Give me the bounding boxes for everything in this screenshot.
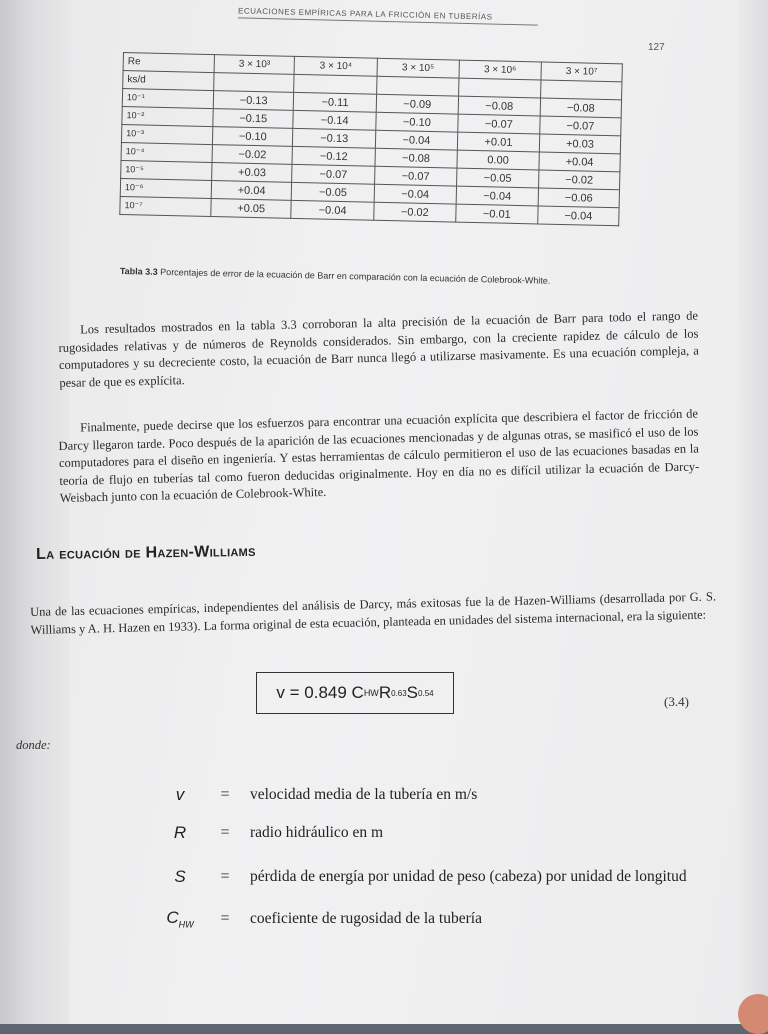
table-cell: −0.05 xyxy=(292,182,375,202)
equation-s: S xyxy=(406,683,419,702)
definition-text: radio hidráulico en m xyxy=(250,824,383,841)
table-cell: −0.13 xyxy=(293,128,376,148)
equation-r-exponent: 0.63 xyxy=(391,688,407,698)
definition-symbol xyxy=(160,867,200,887)
table-cell: +0.05 xyxy=(211,199,292,219)
paragraph-3-text: Una de las ecuaciones empíricas, independientes del análisis de Darcy, más exitosas fue la de Hazen-Williams (desarrollada por G. S. Williams y A. H. Hazen en 1933). La forma original de esta ecuación, planteada en unidades del sistema internacional, era la siguiente: xyxy=(30,589,717,637)
table-cell: −0.13 xyxy=(213,91,294,111)
table-col-header: 3 × 10³ xyxy=(214,55,295,75)
table-corner-ksd: ks/d xyxy=(123,71,214,91)
definition-symbol xyxy=(160,908,200,929)
fingertip xyxy=(738,994,768,1034)
equation-c-subscript: HW xyxy=(363,688,379,698)
table-col-header: 3 × 10⁷ xyxy=(541,62,622,82)
table-row-label: 10⁻⁶ xyxy=(120,178,211,198)
table-cell: −0.08 xyxy=(540,98,621,118)
definition-text: coeficiente de rugosidad de la tubería xyxy=(250,910,482,927)
table-cell: −0.09 xyxy=(376,94,458,114)
table-cell: −0.10 xyxy=(212,127,293,147)
table-cell: −0.08 xyxy=(375,148,457,168)
table-caption-label: Tabla 3.3 xyxy=(119,266,158,277)
table-cell: −0.06 xyxy=(538,188,619,208)
table-row-label: 10⁻⁵ xyxy=(121,160,212,180)
symbol-letter: R xyxy=(173,823,187,842)
table-cell: −0.04 xyxy=(456,186,538,206)
table-row-label: 10⁻² xyxy=(122,106,213,126)
table-cell: +0.04 xyxy=(539,152,620,172)
table-cell: −0.02 xyxy=(212,145,293,165)
equation-r: R xyxy=(378,683,392,702)
definition-equals: = xyxy=(220,824,230,841)
section-heading: La ecuación de Hazen-Williams xyxy=(36,542,256,563)
table-cell: −0.08 xyxy=(458,96,540,116)
symbol-letter: v xyxy=(175,785,185,804)
definition-s xyxy=(160,864,760,890)
symbol-subscript: HW xyxy=(178,919,194,930)
error-table-wrap xyxy=(119,52,623,226)
hazen-williams-equation xyxy=(256,672,454,714)
table-cell: −0.04 xyxy=(538,206,619,226)
definition-equals: = xyxy=(220,910,230,927)
paragraph-2-text: Finalmente, puede decirse que los esfuerzos para encontrar una ecuación explícita que describiera el factor de fricción de Darcy llegaron tarde. Poco después de la aparición de las ecuaciones mencionadas y de algunas otras, se masificó el uso de los computadores para el diseño en ingeniería. Y estas herramientas de cálculo permitieron el uso de las ecuaciones basadas en la teoría de flujo en tuberías tal como fueron deducidas originalmente. Hoy en día no es difícil utilizar la ecuación de Darcy-Weisbach junto con la ecuación de Colebrook-White. xyxy=(58,406,700,505)
table-cell: −0.07 xyxy=(458,114,540,134)
table-cell: −0.07 xyxy=(292,164,375,184)
table-cell: −0.07 xyxy=(374,166,456,186)
definition-text: pérdida de energía por unidad de peso (cabeza) por unidad de longitud xyxy=(250,868,687,885)
page-binding-shadow xyxy=(0,0,70,1024)
table-col-header: 3 × 10⁴ xyxy=(294,56,377,76)
equation-lhs: v = 0.849 C xyxy=(276,683,364,702)
table-cell: −0.04 xyxy=(375,130,457,150)
table-cell: −0.05 xyxy=(456,168,538,188)
equation-number: (3.4) xyxy=(664,694,689,709)
table-empty-cell xyxy=(294,74,377,94)
symbol-letter: C xyxy=(166,908,179,928)
page-number: 127 xyxy=(648,42,665,53)
paragraph-1-text: Los resultados mostrados en la tabla 3.3 corroboran la alta precisión de la ecuación de Barr para todo el rango de rugosidades relativas y de números de Reynolds considerados. Sin embargo, con la creciente rapidez de cálculo de los computadores y su decreciente costo, la ecuación de Barr nunca llegó a utilizarse masivamente. Es una ecuación compleja, a pesar de que es explícita. xyxy=(58,308,699,390)
table-row-label: 10⁻¹ xyxy=(122,89,213,109)
table-cell: −0.02 xyxy=(374,202,456,222)
table-cell: −0.01 xyxy=(456,204,538,224)
table-empty-cell xyxy=(214,73,295,93)
paragraph-1 xyxy=(58,307,699,392)
donde-label: donde: xyxy=(16,738,51,752)
table-cell: −0.10 xyxy=(376,112,458,132)
definition-symbol xyxy=(160,823,200,843)
table-caption xyxy=(120,266,630,289)
definition-equals: = xyxy=(220,786,230,803)
table-cell: −0.15 xyxy=(213,109,294,129)
definition-r xyxy=(160,820,760,846)
table-cell: +0.03 xyxy=(212,163,293,183)
table-cell: 0.00 xyxy=(457,150,539,170)
definition-v xyxy=(160,782,760,808)
definition-chw xyxy=(160,906,760,932)
table-empty-cell xyxy=(376,76,458,96)
definition-text: velocidad media de la tubería en m/s xyxy=(250,786,478,803)
table-caption-text: Porcentajes de error de la ecuación de Barr en comparación con la ecuación de Colebrook-White. xyxy=(160,266,551,286)
table-corner-re: Re xyxy=(123,53,214,73)
table-empty-cell xyxy=(541,80,622,100)
equation-s-exponent: 0.54 xyxy=(418,688,434,698)
error-table xyxy=(119,52,623,226)
table-col-header: 3 × 10⁵ xyxy=(377,58,459,78)
table-cell: −0.04 xyxy=(291,200,374,220)
table-cell: +0.04 xyxy=(211,181,292,201)
table-cell: −0.07 xyxy=(540,116,621,136)
table-row-label: 10⁻⁷ xyxy=(120,196,211,216)
table-cell: −0.12 xyxy=(292,146,375,166)
table-cell: +0.01 xyxy=(457,132,539,152)
definition-symbol xyxy=(160,785,200,805)
table-cell: −0.14 xyxy=(293,110,376,130)
table-col-header: 3 × 10⁶ xyxy=(459,60,541,80)
running-head: ECUACIONES EMPÍRICAS PARA LA FRICCIÓN EN TUBERÍAS xyxy=(238,6,538,25)
table-cell: +0.03 xyxy=(539,134,620,154)
table-cell: −0.11 xyxy=(294,92,377,112)
table-cell: −0.04 xyxy=(374,184,456,204)
table-row-label: 10⁻³ xyxy=(121,124,212,144)
paragraph-2 xyxy=(58,405,700,507)
table-empty-cell xyxy=(459,78,541,98)
paragraph-3 xyxy=(30,588,717,639)
definition-equals: = xyxy=(220,868,230,885)
symbol-letter: S xyxy=(174,867,186,886)
table-row-label: 10⁻⁴ xyxy=(121,142,212,162)
table-cell: −0.02 xyxy=(538,170,619,190)
